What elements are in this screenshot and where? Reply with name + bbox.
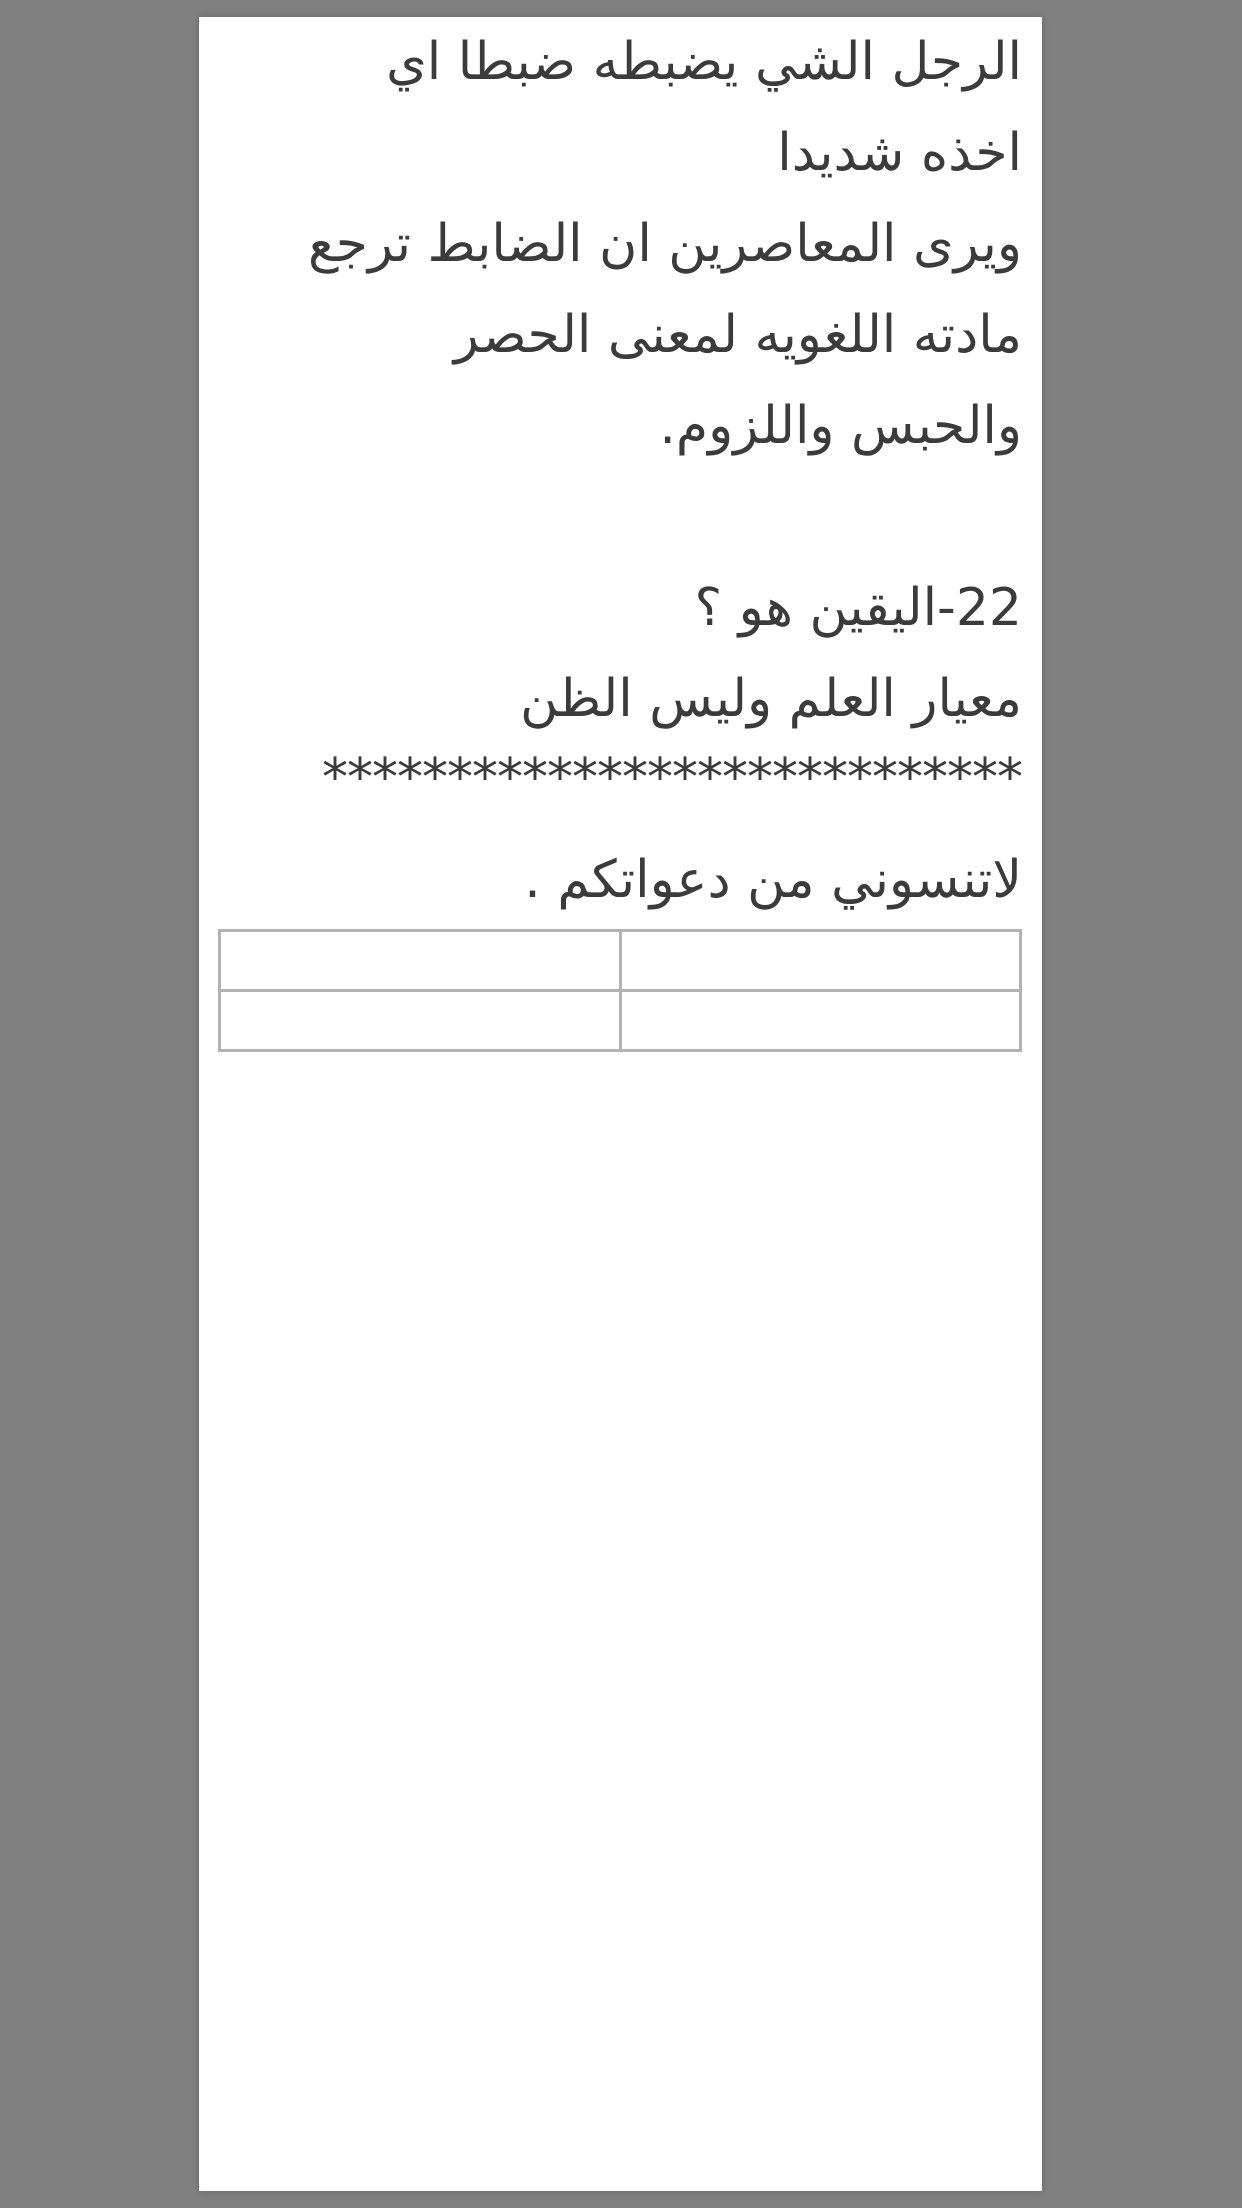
blank-line (218, 472, 1022, 563)
table-row (220, 991, 1021, 1051)
text-line: والحبس واللزوم. (659, 396, 1022, 456)
text-line: مادته اللغويه لمعنى الحصر (453, 305, 1022, 365)
page-text (218, 17, 1022, 933)
question-line: 22-اليقين هو ؟ (694, 578, 1022, 638)
empty-table (218, 929, 1022, 1052)
table-cell (220, 991, 621, 1051)
table-cell (620, 991, 1021, 1051)
table-cell (620, 931, 1021, 991)
table-row (220, 931, 1021, 991)
text-line: الرجل الشي يضبطه ضبطا اي (386, 32, 1022, 92)
text-line: ويرى المعاصرين ان الضابط ترجع (308, 214, 1022, 274)
closing-line: لاتنسوني من دعواتكم . (524, 850, 1022, 910)
text-line: اخذه شديدا (777, 123, 1022, 183)
separator-line: **************************** (322, 748, 1022, 808)
table-cell (220, 931, 621, 991)
answer-line: معيار العلم وليس الظن (520, 669, 1022, 729)
document-page[interactable] (199, 17, 1042, 2191)
